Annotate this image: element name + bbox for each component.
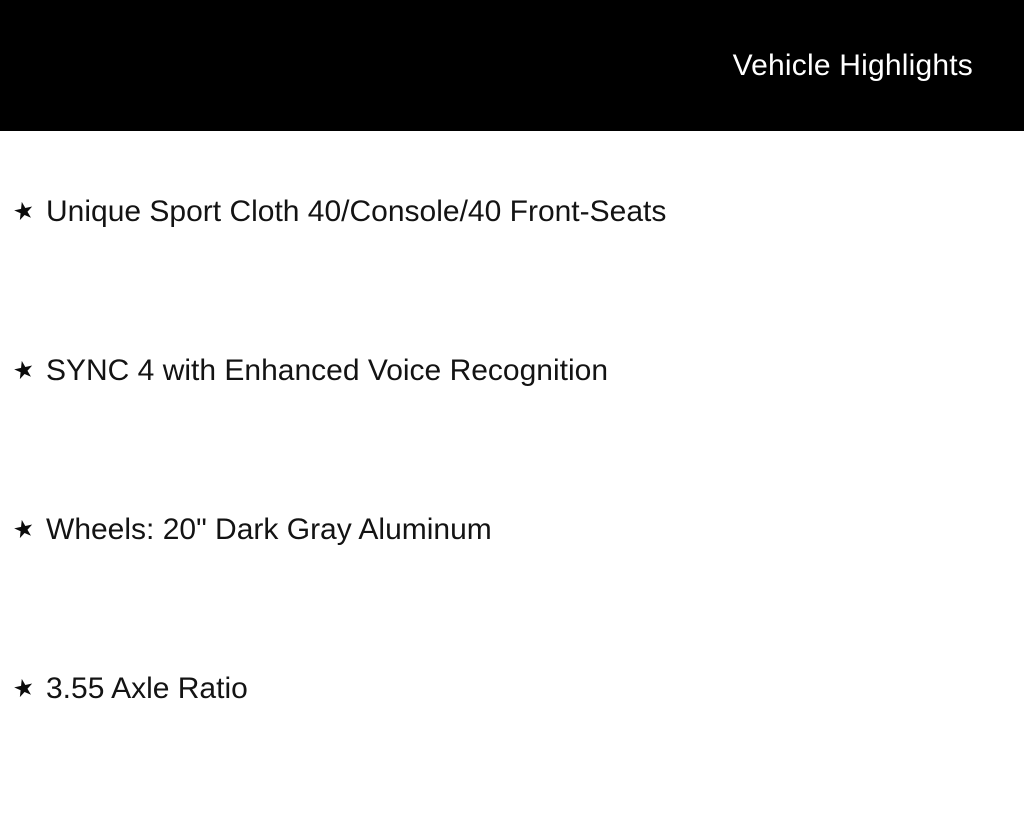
highlight-label: 3.55 Axle Ratio: [46, 672, 248, 705]
list-item: [10, 354, 1024, 387]
page-title: Vehicle Highlights: [732, 48, 973, 82]
highlights-list: [0, 131, 1024, 833]
star-icon: ★: [10, 673, 38, 704]
highlight-label: Unique Sport Cloth 40/Console/40 Front-Seats: [46, 195, 667, 228]
star-icon: ★: [10, 196, 38, 227]
header-bar: [0, 0, 1024, 131]
star-icon: ★: [10, 514, 38, 545]
star-icon: ★: [10, 355, 38, 386]
highlight-label: Wheels: 20" Dark Gray Aluminum: [46, 513, 492, 546]
list-item: [10, 513, 1024, 546]
list-item: [10, 672, 1024, 705]
highlight-label: SYNC 4 with Enhanced Voice Recognition: [46, 354, 609, 387]
list-item: [10, 195, 1024, 228]
